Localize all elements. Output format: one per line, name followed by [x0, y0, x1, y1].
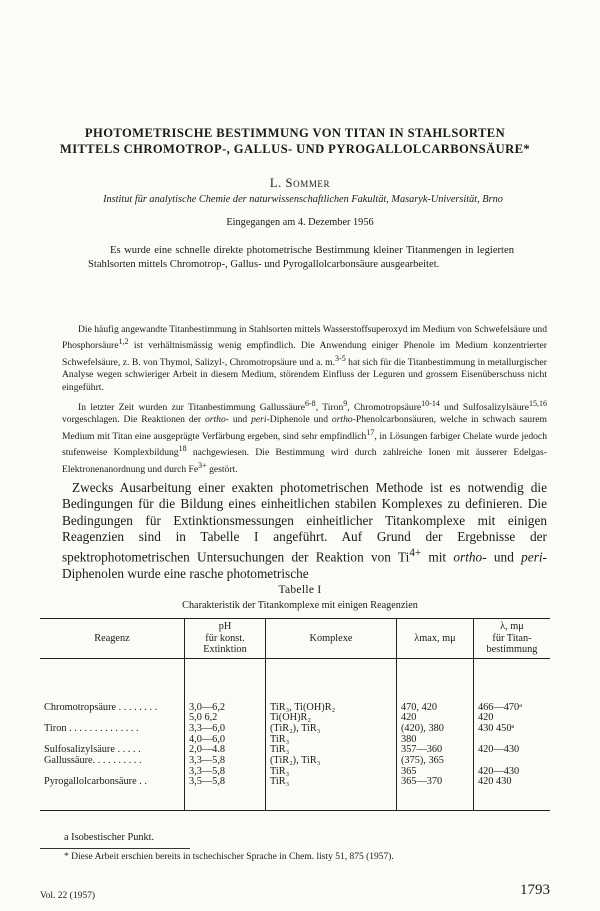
running-head: Vol. 22 (1957)	[40, 891, 95, 901]
header-lambda: λ, mμ für Titan- bestimmung	[474, 619, 551, 659]
table-row: Gallussäure. . . . . . . . . . 3,3—5,8 (TiR₂), TiR₃ (375), 365	[40, 756, 550, 767]
received-date: Eingegangen am 4. Dezember 1956	[226, 217, 374, 228]
footnote-rule	[40, 848, 190, 849]
page-number: 1793	[520, 882, 550, 898]
table-header-row	[40, 619, 550, 659]
article-title	[40, 126, 550, 157]
table-row: Pyrogallolcarbonsäure . . 3,5—5,8 TiR₃ 365—370 420 430	[40, 777, 550, 810]
author: L. Sommer	[269, 176, 331, 190]
table-spacer-row	[40, 658, 550, 703]
table-row: 4,0—6,0 TiR₃ 380	[40, 735, 550, 746]
header-lambda-max: λmax, mμ	[397, 619, 474, 659]
table-row: 3,3—5,8 TiR₃ 365 420—430	[40, 767, 550, 778]
table-row: Sulfosalizylsäure . . . . . 2,0—4.8 TiR₃ 357—360 420—430	[40, 745, 550, 756]
title-line-1: PHOTOMETRISCHE BESTIMMUNG VON TITAN IN STAHLSORTEN	[84, 126, 506, 140]
institute: Institut für analytische Chemie der naturwissenschaftlichen Fakultät, Masaryk-Universität, Brno	[103, 194, 503, 205]
title-line-2: MITTELS CHROMOTROP-, GALLUS- UND PYROGALLOLCARBONSÄURE*	[59, 141, 531, 156]
header-komplexe: Komplexe	[266, 619, 397, 659]
table-note: a Isobestischer Punkt.	[64, 832, 155, 843]
complex-table	[40, 618, 550, 811]
header-reagenz: Reagenz	[40, 619, 185, 659]
intro-paragraph-2: In letzter Zeit wurden zur Titanbestimmung Gallussäure$^{6-8}$, Tiron$^9$, Chromotropsäure$^{10-14}$ und Sulfosalizylsäure$^{15,16}$ vorgeschlagen. Die Reaktionen der ortho- und peri-Diphenole und ortho-Phenolcarbonsäuren, welche in schwach saurem Medium mit Titan eine ausgeprägte Verfärbung ergeben, sind sehr empfindlich$^{17}$, in Lösungen farbiger Chelate wurde jedoch stufenweise Komplexbildung$^{18}$ nachgewiesen. Die Bestimmung wird durch zahlreiche Ionen mit äusserer Edelgas-Elektronenanordnung und durch $Fe^{3+}$ gestört.	[62, 399, 547, 475]
header-ph: pH für konst. Extinktion	[185, 619, 266, 659]
table-title: Tabelle I	[278, 584, 322, 596]
table-row: Chromotropsäure . . . . . . . . 3,0—6,2 TiR₃, Ti(OH)R₂ 470, 420 466—470ᵃ	[40, 703, 550, 714]
table-row: 5,0 6,2 Ti(OH)R₂ 420 420	[40, 713, 550, 724]
footnote: * Diese Arbeit erschien bereits in tschechischer Sprache in Chem. listy 51, 875 (1957).	[64, 852, 394, 862]
intro-paragraph-1: Die häufig angewandte Titanbestimmung in Stahlsorten mittels Wasserstoffsuperoxyd im Medium von Schwefelsäure und Phosphorsäure$^{1,2}$ ist verhältnismässig wenig empfindlich. Die Anwendung einiger Phenole im Medium konzentrierter Schwefelsäure, z. B. von Thymol, Salizyl-, Chromotropsäure und a. m.$^{3-5}$ hat sich für die Titanbestimmung in metallurgischer Analyse wegen schwieriger Arbeit in diesem Medium, störendem Einfluss der Leguren und grossem Eisenüberschuss nicht eingeführt.	[62, 324, 547, 393]
main-paragraph: Zwecks Ausarbeitung einer exakten photometrischen Methode ist es notwendig die Bedingungen für die Bildung eines einheitlichen stabilen Komplexes zu definieren. Die Bedingungen für Extinktionsmessungen einheitlicher Titankomplexe mit einigen Reagenzien sind in Tabelle I angeführt. Auf Grund der Ergebnisse der spektrophotometrischen Untersuchungen der Reaktion von $Ti^{4+}$ mit ortho- und peri-Diphenolen wurde eine rasche photometrische	[62, 480, 547, 581]
table-row: Tiron . . . . . . . . . . . . . . 3,3—6,0 (TiR₂), TiR₃ (420), 380 430 450ᵃ	[40, 724, 550, 735]
table-subtitle: Charakteristik der Titankomplexe mit einigen Reagenzien	[182, 600, 418, 611]
abstract: Es wurde eine schnelle direkte photometrische Bestimmung kleiner Titanmengen in legierten Stahlsorten mittels Chromotrop-, Gallus- und Pyrogallolcarbonsäure ausgearbeitet.	[88, 245, 514, 270]
